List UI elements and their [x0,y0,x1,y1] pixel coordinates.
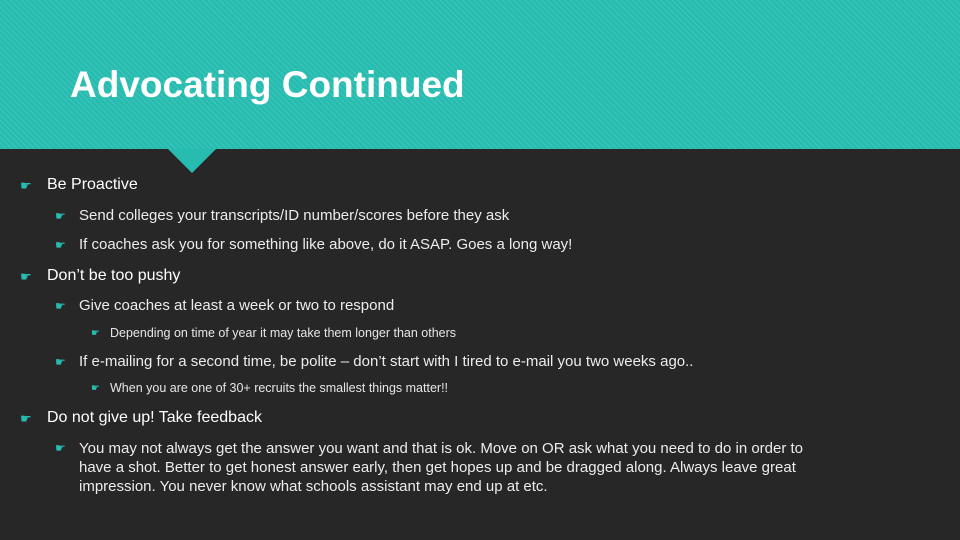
hand-pointing-icon: ☛ [91,328,100,339]
hand-pointing-icon: ☛ [55,209,66,223]
bullet-text: You may not always get the answer you want and that is ok. Move on OR ask what you need to do in order to have a shot. Better to get honest answer early, then get hopes up and be dragged along. Always leave great impression. You never know what schools assistant may end up at etc. [79,440,804,495]
bullet-feedback [55,439,824,496]
bullet-give-time [55,297,394,314]
bullet-not-pushy [20,267,180,285]
bullet-be-polite [55,353,693,370]
bullet-text: Give coaches at least a week or two to respond [79,297,395,314]
hand-pointing-icon: ☛ [20,411,32,426]
bullet-time-of-year [91,326,456,340]
bullet-text: Be Proactive [47,176,138,193]
hand-pointing-icon: ☛ [55,355,66,369]
slide-title: Advocating Continued [70,64,465,105]
hand-pointing-icon: ☛ [20,178,32,193]
bullet-asap [55,236,572,253]
bullet-be-proactive [20,176,138,194]
bullet-text: Depending on time of year it may take them longer than others [110,326,457,340]
banner-notch [168,149,216,173]
bullet-do-not-give-up [20,409,262,427]
hand-pointing-icon: ☛ [91,383,100,394]
bullet-text: Send colleges your transcripts/ID number/scores before they ask [79,207,510,224]
hand-pointing-icon: ☛ [55,238,66,252]
bullet-text: If e-mailing for a second time, be polite – don’t start with I tired to e-mail you two weeks ago.. [79,353,694,370]
bullet-small-things [91,381,448,395]
hand-pointing-icon: ☛ [20,269,32,284]
bullet-send-transcripts [55,207,509,224]
hand-pointing-icon: ☛ [55,299,66,313]
bullet-text: Don’t be too pushy [47,267,181,284]
bullet-text: When you are one of 30+ recruits the smallest things matter!! [110,381,449,395]
bullet-text: Do not give up! Take feedback [47,409,262,426]
hand-pointing-icon: ☛ [55,441,66,455]
bullet-text: If coaches ask you for something like above, do it ASAP. Goes a long way! [79,236,573,253]
